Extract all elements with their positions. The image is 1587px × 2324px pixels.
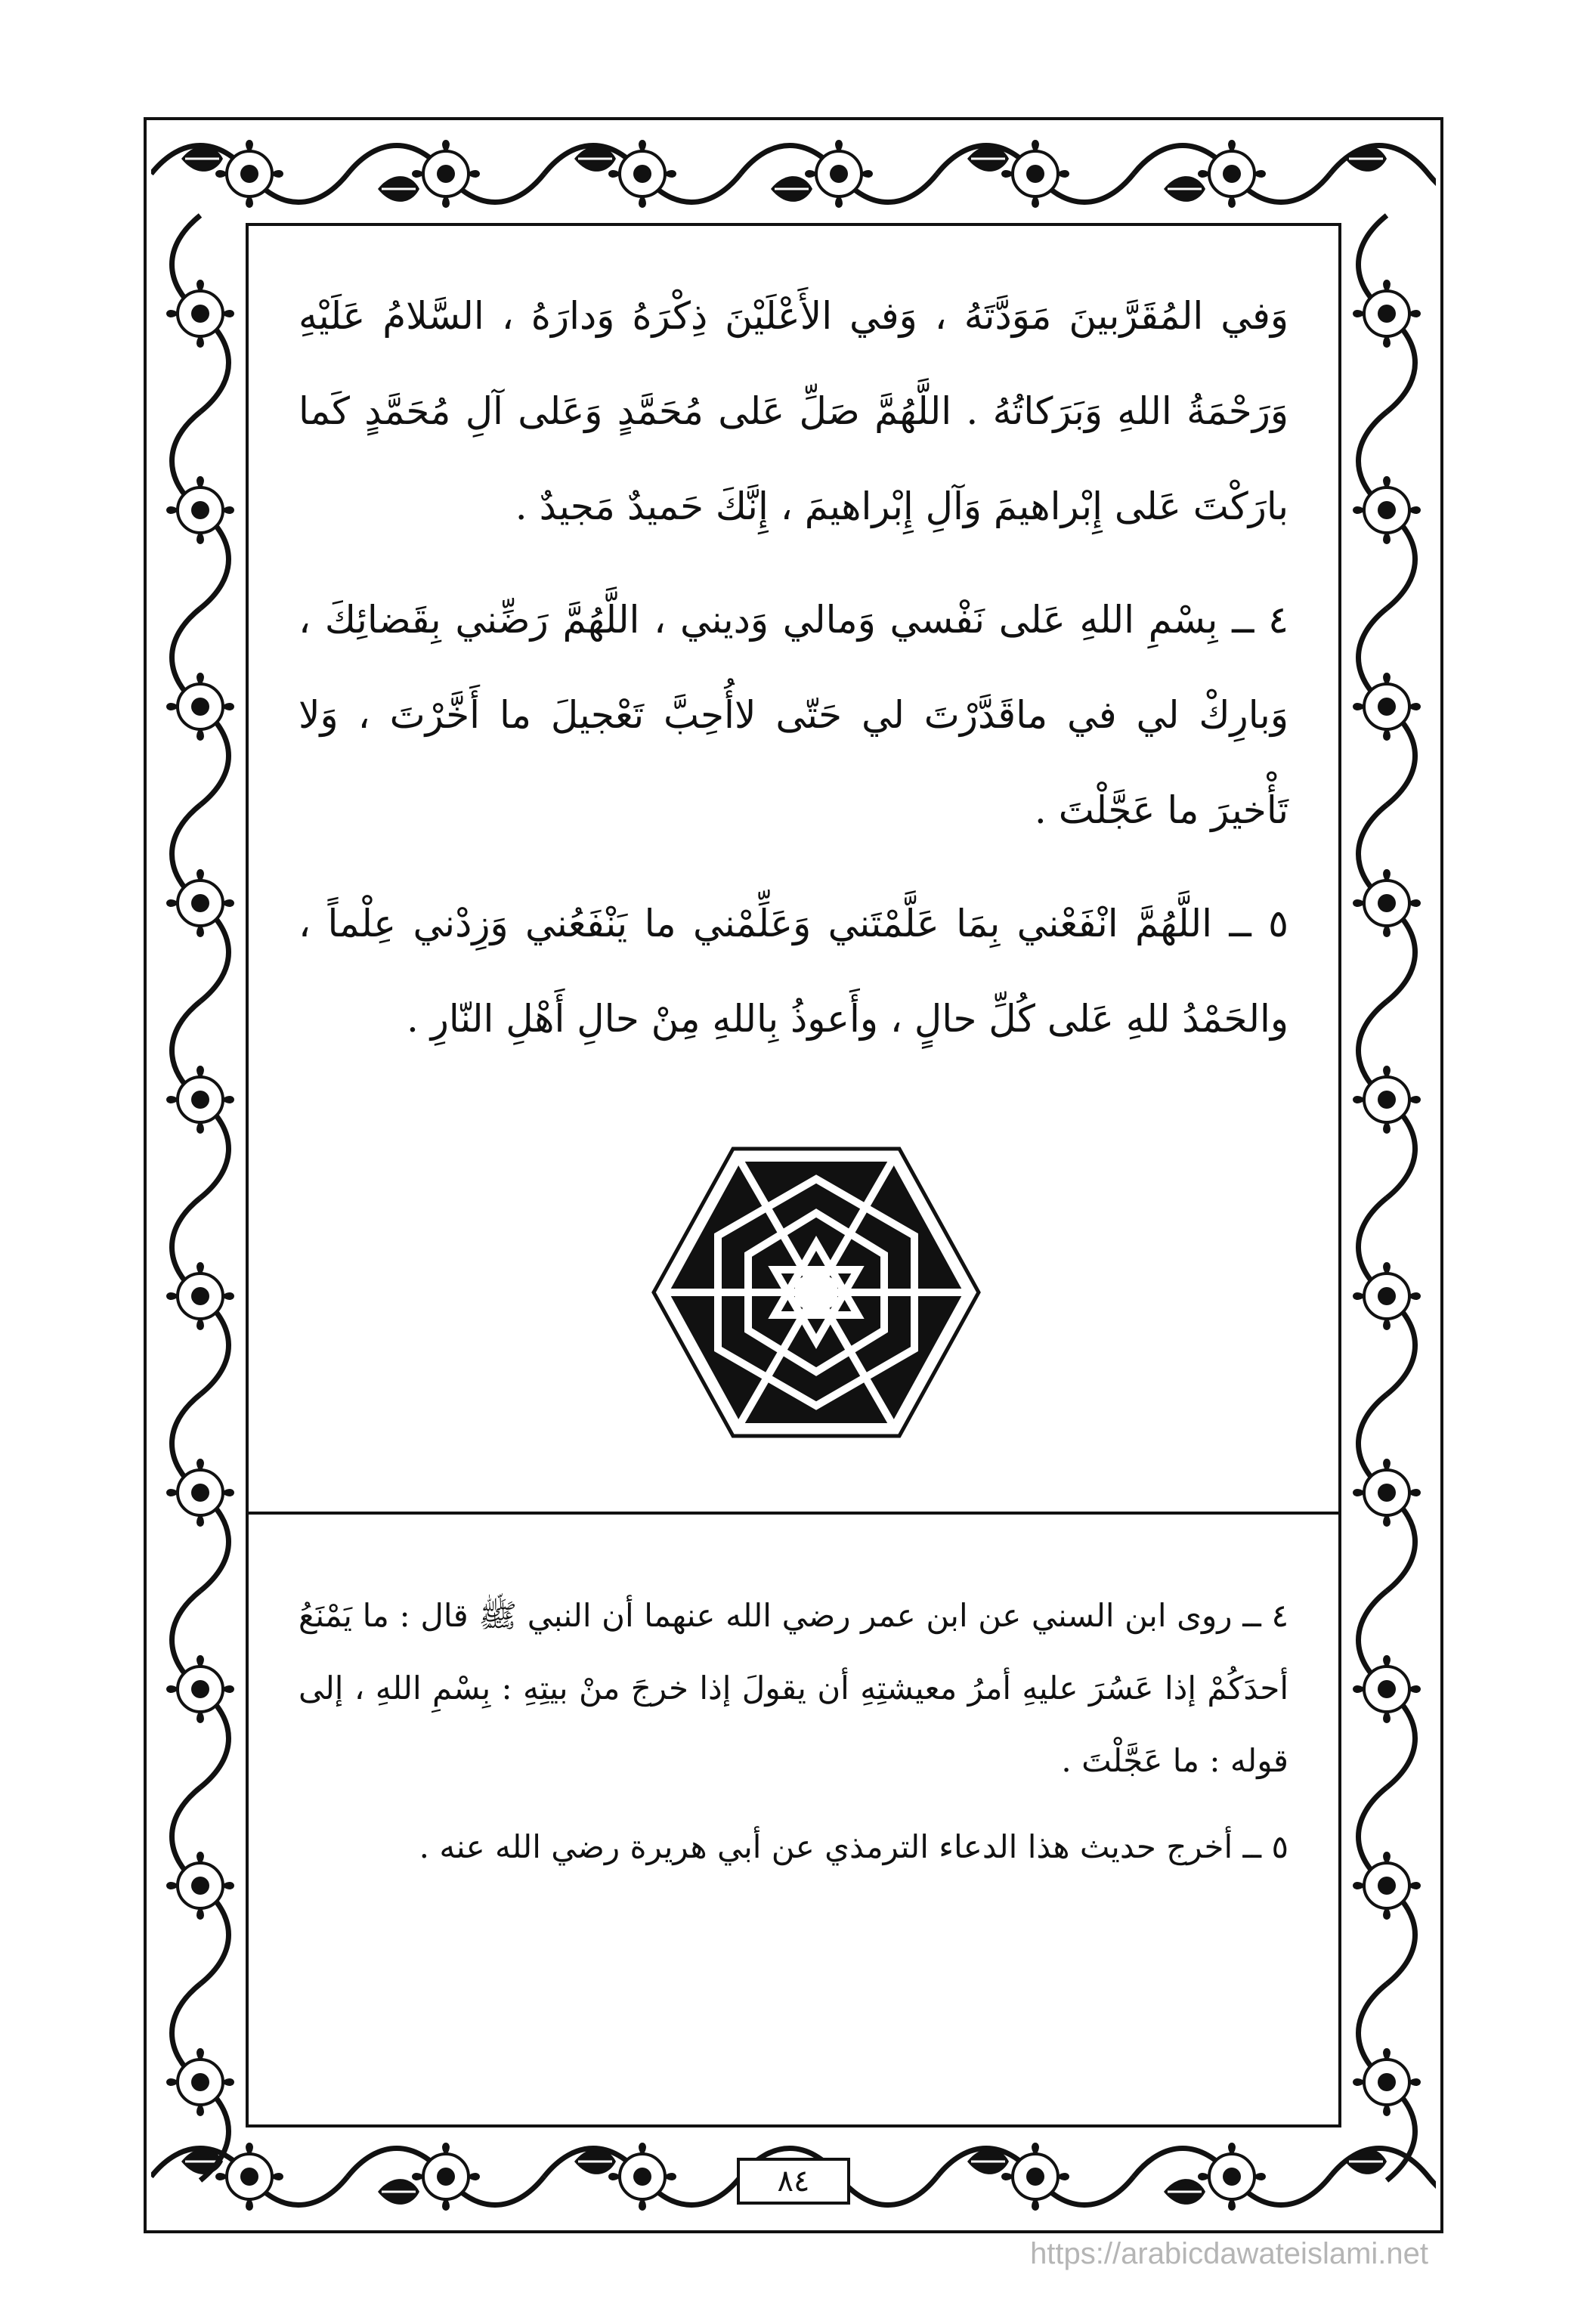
footnote-4: ٤ ــ روى ابن السني عن ابن عمر رضي الله عنهما أن النبي ﷺ قال : ما يَمْنَعُ أحدَكُمْ إذا عَسُرَ عليهِ أمرُ معيشتِهِ أن يقولَ إذا خرجَ منْ بيتِهِ : بِسْمِ اللهِ ، إلى قوله : ما عَجَّلْتَ .	[299, 1597, 1288, 1779]
main-supplication-text	[299, 268, 1288, 1085]
paragraph-5: ٥ ــ اللَّهُمَّ انْفَعْني بِمَا عَلَّمْتَني وَعَلِّمْني ما يَنْفَعُني وَزِدْني عِلْماً ، والحَمْدُ للهِ عَلى كُلِّ حالٍ ، وأَعوذُ بِاللهِ مِنْ حالِ أَهْلِ النّارِ .	[299, 902, 1288, 1041]
footnote-5: ٥ ــ أخرج حديث هذا الدعاء الترمذي عن أبي هريرة رضي الله عنه .	[419, 1828, 1288, 1865]
hexagonal-geometric-ornament	[650, 1145, 982, 1440]
footnotes-section	[299, 1580, 1288, 1897]
page-number: ٨٤	[737, 2158, 850, 2205]
paragraph-continuation: وَفي المُقَرَّبينَ مَوَدَّتَهُ ، وَفي الأَعْلَيْنَ ذِكْرَهُ وَدارَهُ ، السَّلامُ عَلَيْهِ وَرَحْمَةُ اللهِ وَبَرَكاتُهُ . اللَّهُمَّ صَلِّ عَلى مُحَمَّدٍ وَعَلى آلِ مُحَمَّدٍ كَما بارَكْتَ عَلى إِبْراهيمَ وَآلِ إِبْراهيمَ ، إِنَّكَ حَميدٌ مَجيدٌ .	[299, 294, 1288, 528]
paragraph-4: ٤ ــ بِسْمِ اللهِ عَلى نَفْسي وَمالي وَديني ، اللَّهُمَّ رَضِّني بِقَضائِكَ ، وَبارِكْ لي في ماقَدَّرْتَ لي حَتّى لاأُحِبَّ تَعْجيلَ ما أَخَّرْتَ ، وَلا تَأْخيرَ ما عَجَّلْتَ .	[299, 598, 1288, 832]
footnote-divider	[246, 1512, 1341, 1515]
website-watermark: https://arabicdawateislami.net	[1030, 2237, 1428, 2270]
